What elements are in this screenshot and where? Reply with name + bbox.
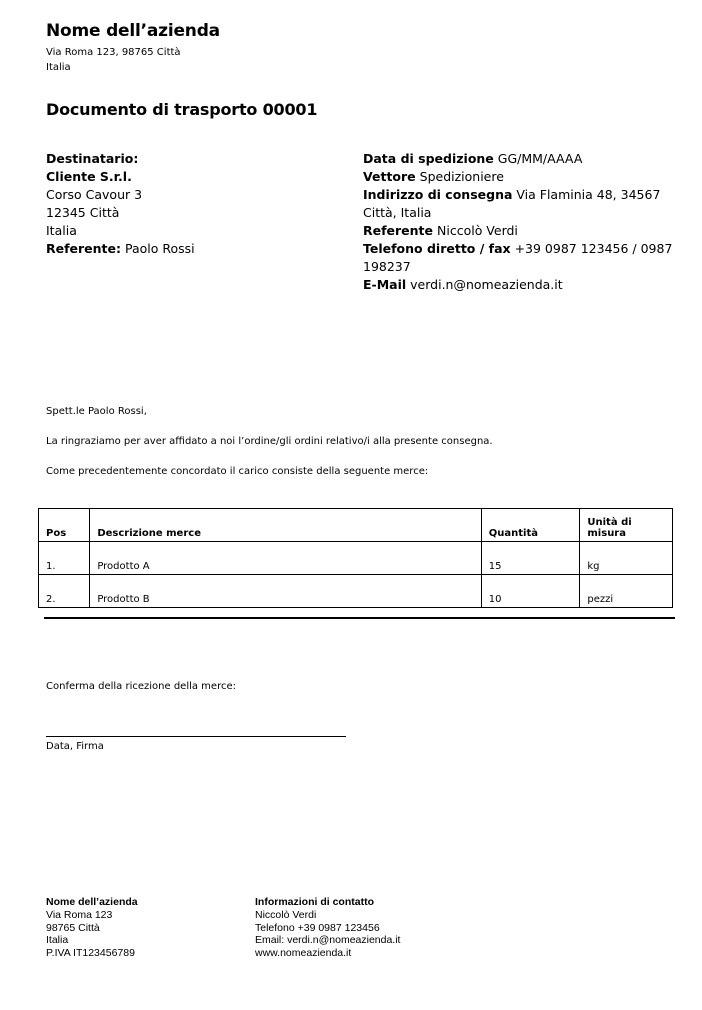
cell-unit: pezzi	[580, 575, 673, 608]
header-quantity: Quantità	[481, 509, 580, 542]
company-address-country: Italia	[46, 62, 71, 73]
shipping-date-value: GG/MM/AAAA	[497, 151, 583, 166]
footer-contact-website: www.nomeazienda.it	[255, 947, 352, 960]
footer-contact-phone: Telefono +39 0987 123456	[255, 921, 380, 934]
footer-contact-email: Email: verdi.n@nomeazienda.it	[255, 934, 401, 947]
footer-contact-name: Niccolò Verdi	[255, 908, 317, 921]
phone-label: Telefono diretto / fax	[363, 241, 511, 256]
cell-pos: 1.	[39, 542, 90, 575]
footer-company-title: Nome dell’azienda	[46, 896, 138, 908]
table-row	[39, 542, 673, 575]
recipient-street: Corso Cavour 3	[46, 187, 143, 202]
letter-paragraph-thanks: La ringraziamo per aver affidato a noi l’ordine/gli ordini relativo/i alla presente consegna.	[46, 436, 493, 447]
recipient-city: 12345 Città	[46, 205, 120, 220]
header-description: Descrizione merce	[90, 509, 481, 542]
company-name: Nome dell’azienda	[46, 21, 220, 41]
delivery-address-value: Via Flaminia 48, 34567 Città, Italia	[363, 187, 661, 220]
receipt-confirmation-text: Conferma della ricezione della merce:	[46, 681, 236, 692]
footer-contact-info	[255, 896, 400, 960]
recipient-contact-label: Referente:	[46, 241, 122, 256]
phone-value: +39 0987 123456 / 0987 198237	[363, 241, 673, 274]
goods-table	[38, 508, 673, 608]
cell-quantity: 15	[481, 542, 580, 575]
recipient-name: Cliente S.r.l.	[46, 169, 132, 184]
carrier-value: Spedizioniere	[419, 169, 504, 184]
referent-label: Referente	[363, 223, 434, 238]
signature-line	[46, 736, 346, 737]
section-divider	[44, 617, 675, 619]
shipping-info-block	[363, 150, 683, 294]
recipient-block	[46, 150, 346, 258]
email-value: verdi.n@nomeazienda.it	[410, 277, 563, 292]
table-row	[39, 575, 673, 608]
company-address-line: Via Roma 123, 98765 Città	[46, 47, 181, 58]
cell-quantity: 10	[481, 575, 580, 608]
recipient-country: Italia	[46, 223, 77, 238]
header-pos: Pos	[39, 509, 90, 542]
referent-value: Niccolò Verdi	[437, 223, 518, 238]
letter-greeting: Spett.le Paolo Rossi,	[46, 406, 147, 417]
letter-paragraph-goods: Come precedentemente concordato il carico consiste della seguente merce:	[46, 466, 429, 477]
footer-contact-title: Informazioni di contatto	[255, 896, 374, 908]
cell-description: Prodotto B	[90, 575, 481, 608]
carrier-label: Vettore	[363, 169, 416, 184]
footer-company-street: Via Roma 123	[46, 908, 113, 921]
footer-company-vat: P.IVA IT123456789	[46, 947, 135, 960]
footer-company-country: Italia	[46, 934, 69, 947]
email-label: E-Mail	[363, 277, 407, 292]
document-title: Documento di trasporto 00001	[46, 100, 318, 119]
table-header-row	[39, 509, 673, 542]
cell-pos: 2.	[39, 575, 90, 608]
cell-description: Prodotto A	[90, 542, 481, 575]
company-address	[46, 45, 181, 75]
signature-label: Data, Firma	[46, 741, 104, 752]
footer-company-info	[46, 896, 138, 960]
header-unit: Unità di misura	[580, 509, 673, 542]
recipient-label: Destinatario:	[46, 151, 139, 166]
footer-company-city: 98765 Città	[46, 921, 100, 934]
delivery-address-label: Indirizzo di consegna	[363, 187, 513, 202]
shipping-date-label: Data di spedizione	[363, 151, 494, 166]
cell-unit: kg	[580, 542, 673, 575]
recipient-contact-value: Paolo Rossi	[125, 241, 195, 256]
